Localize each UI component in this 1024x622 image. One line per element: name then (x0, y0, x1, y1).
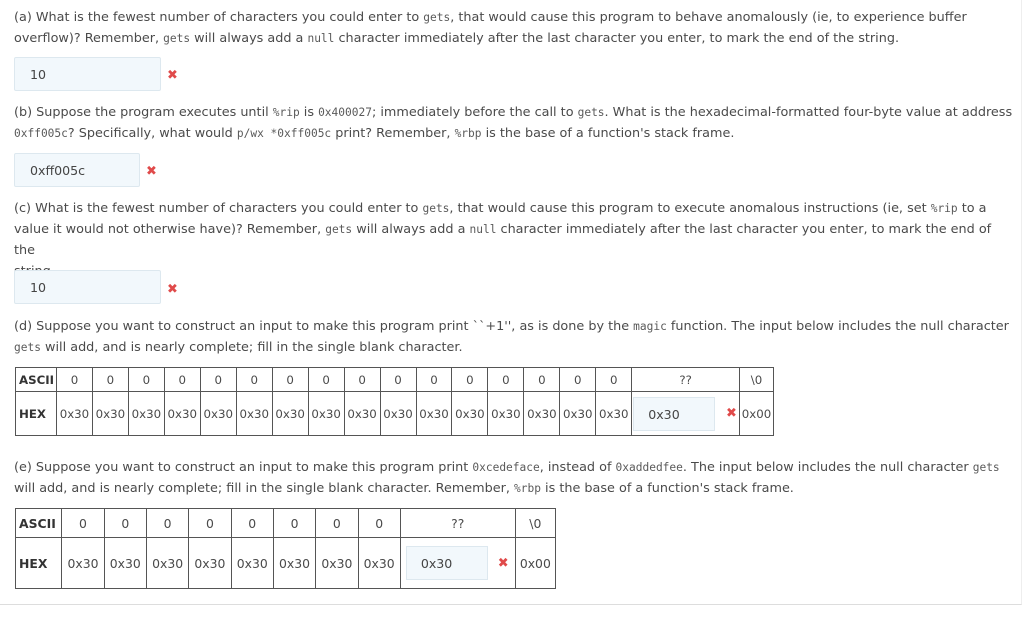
table-cell-null: \0 (515, 509, 555, 538)
qe-code-gets: gets (972, 461, 1000, 474)
table-cell: 0x30 (92, 392, 128, 436)
table-cell: 0x30 (273, 538, 315, 589)
qb-text-6: print? Remember, (331, 126, 455, 141)
table-cell: 0x30 (146, 538, 188, 589)
qe-code-rbp: %rbp (514, 482, 541, 495)
qb-text-3: ; immediately before the call to (371, 105, 578, 120)
answer-b-input[interactable]: 0xff005c (14, 153, 140, 187)
qe-text-3: . The input below includes the null character (682, 460, 973, 475)
qc-text-3: to a (957, 201, 987, 216)
table-cell: 0 (416, 368, 452, 392)
table-cell: 0x30 (189, 538, 231, 589)
qe-code-2: 0xaddedfee (615, 461, 683, 474)
table-cell: 0x30 (596, 392, 632, 436)
qb-code-print: p/wx *0xff005c (236, 127, 332, 140)
incorrect-icon: ✖ (497, 555, 509, 571)
table-cell-blank: ?? (632, 368, 740, 392)
answer-c-input[interactable]: 10 (14, 270, 161, 304)
table-cell: 0x30 (62, 538, 104, 589)
table-cell-null-hex: 0x00 (515, 538, 555, 589)
qc-code-gets: gets (422, 202, 450, 215)
question-b-text (14, 102, 1014, 144)
table-cell: 0 (272, 368, 308, 392)
table-cell: 0 (316, 509, 358, 538)
table-cell: 0x30 (488, 392, 524, 436)
table-e-ascii-row (16, 509, 556, 538)
qb-code-rbp: %rbp (454, 127, 482, 140)
table-cell: 0 (104, 509, 146, 538)
qc-text-6: character immediately after the last character you enter, to mark the end of the (14, 222, 992, 258)
table-cell: 0 (380, 368, 416, 392)
table-cell-null: \0 (740, 368, 774, 392)
qd-text-1: (d) Suppose you want to construct an input to make this program print ``+1'', as is done by the (14, 319, 634, 334)
table-cell: 0x30 (56, 392, 92, 436)
qa-code-gets: gets (423, 11, 451, 24)
qa-code-null: null (307, 32, 335, 45)
table-cell: 0x30 (272, 392, 308, 436)
table-cell: 0 (560, 368, 596, 392)
qb-text-7: is the base of a function's stack frame. (481, 126, 735, 141)
table-cell: 0 (164, 368, 200, 392)
row-label: HEX (16, 392, 57, 436)
table-d-hex-row (16, 392, 774, 436)
table-cell: 0x30 (358, 538, 400, 589)
table-cell: 0x30 (231, 538, 273, 589)
table-cell: 0 (358, 509, 400, 538)
answer-d-input[interactable]: 0x30 (633, 397, 715, 431)
question-c-text (14, 198, 1014, 282)
qb-text-2: is (299, 105, 319, 120)
incorrect-icon: ✖ (146, 164, 157, 179)
qb-code-addr: 0x400027 (318, 106, 372, 119)
row-label: HEX (16, 538, 62, 589)
table-cell: 0x30 (236, 392, 272, 436)
table-cell: 0 (62, 509, 104, 538)
table-cell: 0 (189, 509, 231, 538)
table-cell: 0 (236, 368, 272, 392)
qc-code-rip: %rip (930, 202, 958, 215)
answer-e-input[interactable]: 0x30 (406, 546, 488, 580)
table-cell: 0x30 (308, 392, 344, 436)
qa-text-1: (a) What is the fewest number of characters you could enter to (14, 10, 424, 25)
qc-text-5: will always add a (352, 222, 470, 237)
qc-code-gets-2: gets (325, 223, 353, 236)
table-cell: 0x30 (560, 392, 596, 436)
table-cell: 0x30 (128, 392, 164, 436)
question-e-text (14, 457, 1014, 499)
qe-code-1: 0xcedeface (472, 461, 540, 474)
table-cell: 0 (200, 368, 236, 392)
table-cell: 0 (273, 509, 315, 538)
table-cell: 0 (488, 368, 524, 392)
table-cell: 0x30 (524, 392, 560, 436)
qc-code-null: null (469, 223, 497, 236)
table-cell: 0 (146, 509, 188, 538)
row-label: ASCII (16, 368, 57, 392)
table-cell: 0x30 (416, 392, 452, 436)
table-cell: 0 (452, 368, 488, 392)
qb-text-1: (b) Suppose the program executes until (14, 105, 273, 120)
table-cell: 0 (231, 509, 273, 538)
qe-text-2: , instead of (539, 460, 616, 475)
table-cell: 0 (308, 368, 344, 392)
qb-code-rip: %rip (272, 106, 300, 119)
qb-code-gets: gets (577, 106, 605, 119)
qd-text-2: function. The input below includes the null character (666, 319, 1009, 334)
table-cell: 0 (596, 368, 632, 392)
qa-text-5: character immediately after the last character you enter, to mark the end of the string. (334, 31, 900, 46)
answer-a-input[interactable]: 10 (14, 57, 161, 91)
incorrect-icon: ✖ (725, 406, 737, 421)
table-cell: 0x30 (316, 538, 358, 589)
table-e-hex-row (16, 538, 556, 589)
table-cell: 0 (524, 368, 560, 392)
table-cell: 0 (128, 368, 164, 392)
qa-code-gets-2: gets (163, 32, 191, 45)
incorrect-icon: ✖ (167, 68, 178, 83)
incorrect-icon: ✖ (167, 282, 178, 297)
qa-text-3: overflow)? Remember, (14, 31, 164, 46)
table-cell: 0 (92, 368, 128, 392)
table-d-ascii-row (16, 368, 774, 392)
qb-code-addr2: 0xff005c (14, 127, 68, 140)
qe-text-1: (e) Suppose you want to construct an input to make this program print (14, 460, 473, 475)
qc-text-1: (c) What is the fewest number of characters you could enter to (14, 201, 423, 216)
qd-code-magic: magic (633, 320, 667, 333)
qa-text-4: will always add a (190, 31, 308, 46)
table-cell: 0 (56, 368, 92, 392)
table-cell: 0 (344, 368, 380, 392)
table-cell: 0x30 (452, 392, 488, 436)
table-cell-blank-input (632, 392, 740, 436)
question-a-text (14, 7, 1014, 49)
qb-text-5: ? Specifically, what would (67, 126, 237, 141)
table-cell-blank: ?? (400, 509, 515, 538)
table-cell-blank-input (400, 538, 515, 589)
qd-code-gets: gets (14, 341, 41, 354)
table-cell: 0x30 (164, 392, 200, 436)
table-cell: 0x30 (104, 538, 146, 589)
table-d (15, 367, 774, 436)
qe-text-4: will add, and is nearly complete; fill in the single blank character. Remember, (14, 481, 515, 496)
row-label: ASCII (16, 509, 62, 538)
table-e (15, 508, 556, 589)
qc-text-4: value it would not otherwise have)? Remember, (14, 222, 326, 237)
qc-text-2: , that would cause this program to execute anomalous instructions (ie, set (449, 201, 931, 216)
qa-text-2: , that would cause this program to behave anomalously (ie, to experience buffer (450, 10, 967, 25)
qe-text-5: is the base of a function's stack frame. (540, 481, 794, 496)
qb-text-4: . What is the hexadecimal-formatted four-byte value at address (604, 105, 1013, 120)
table-cell-null-hex: 0x00 (740, 392, 774, 436)
question-d-text (14, 316, 1014, 358)
table-cell: 0x30 (200, 392, 236, 436)
table-cell: 0x30 (344, 392, 380, 436)
table-cell: 0x30 (380, 392, 416, 436)
qd-text-3: will add, and is nearly complete; fill in the single blank character. (40, 340, 463, 355)
